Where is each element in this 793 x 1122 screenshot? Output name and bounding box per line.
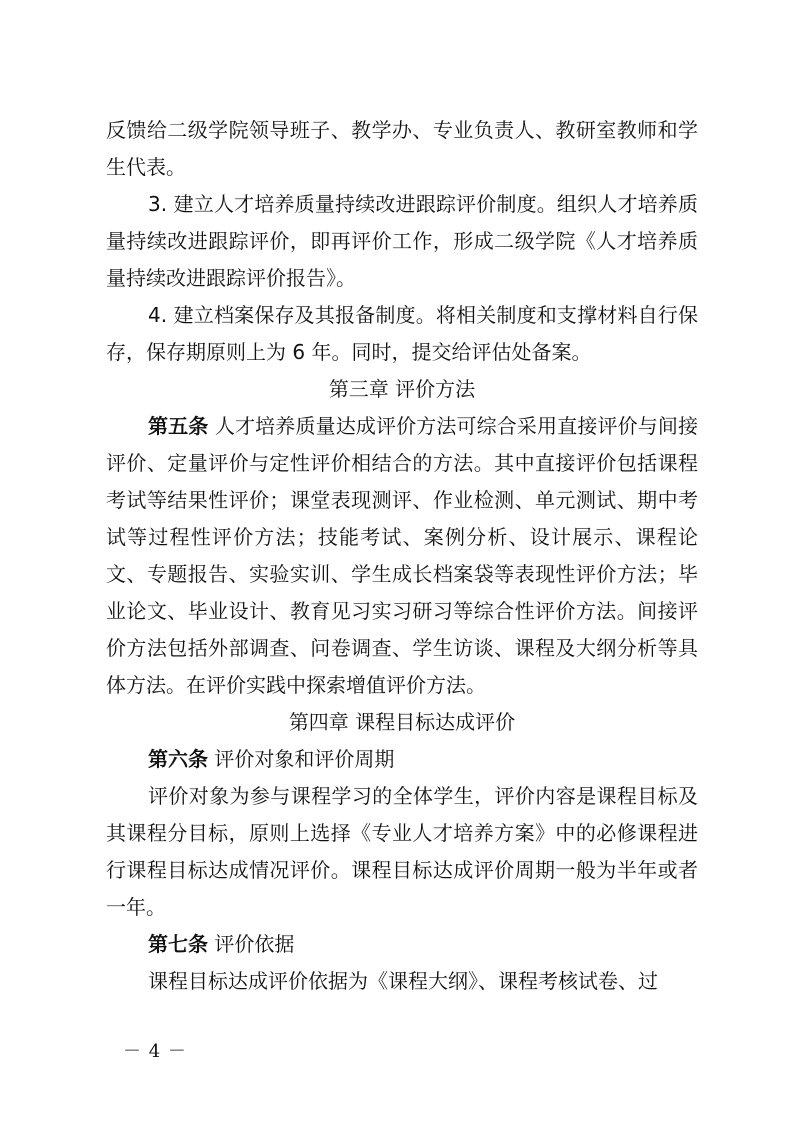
list-item-4: 4. 建立档案保存及其报备制度。将相关制度和支撑材料自行保存，保存期原则上为 6 年。同时，提交给评估处备案。 <box>106 303 698 364</box>
article-7-label: 第七条 <box>148 932 208 956</box>
list-item-3: 3. 建立人才培养质量持续改进跟踪评价制度。组织人才培养质量持续改进跟踪评价，即再评价工作，形成二级学院《人才培养质量持续改进跟踪评价报告》。 <box>106 192 698 290</box>
article-5-text: 人才培养质量达成评价方法可综合采用直接评价与间接评价、定量评价与定性评价相结合的方法。其中直接评价包括课程考试等结果性评价；课堂表现测评、作业检测、单元测试、期中考试等过程性评价方法；技能考试、案例分析、设计展示、课程论文、专题报告、实验实训、学生成长档案袋等表现性评价方法；毕业论文、毕业设计、教育见习实习研习等综合性评价方法。间接评价方法包括外部调查、问卷调查、学生访谈、课程及大纲分析等具体方法。在评价实践中探索增值评价方法。 <box>106 414 698 697</box>
article-7-heading <box>106 926 698 963</box>
article-6-label: 第六条 <box>148 747 208 771</box>
page-number: － 4 － <box>123 1041 187 1062</box>
article-7-body: 课程目标达成评价依据为《课程大纲》、课程考核试卷、过 <box>148 969 658 993</box>
article-6-body: 评价对象为参与课程学习的全体学生，评价内容是课程目标及其课程分目标，原则上选择《专业人才培养方案》中的必修课程进行课程目标达成情况评价。课程目标达成评价周期一般为半年或者一年。 <box>106 784 698 919</box>
article-6-title: 评价对象和评价周期 <box>208 747 395 771</box>
document-body <box>106 112 698 1000</box>
article-6-heading <box>106 741 698 778</box>
article-5 <box>106 408 698 704</box>
paragraph-continuation: 反馈给二级学院领导班子、教学办、专业负责人、教研室教师和学生代表。 <box>106 118 698 179</box>
article-7-title: 评价依据 <box>208 932 295 956</box>
chapter-3-heading: 第三章 评价方法 <box>328 377 476 401</box>
article-5-label: 第五条 <box>148 414 209 438</box>
chapter-4-heading: 第四章 课程目标达成评价 <box>288 710 516 734</box>
